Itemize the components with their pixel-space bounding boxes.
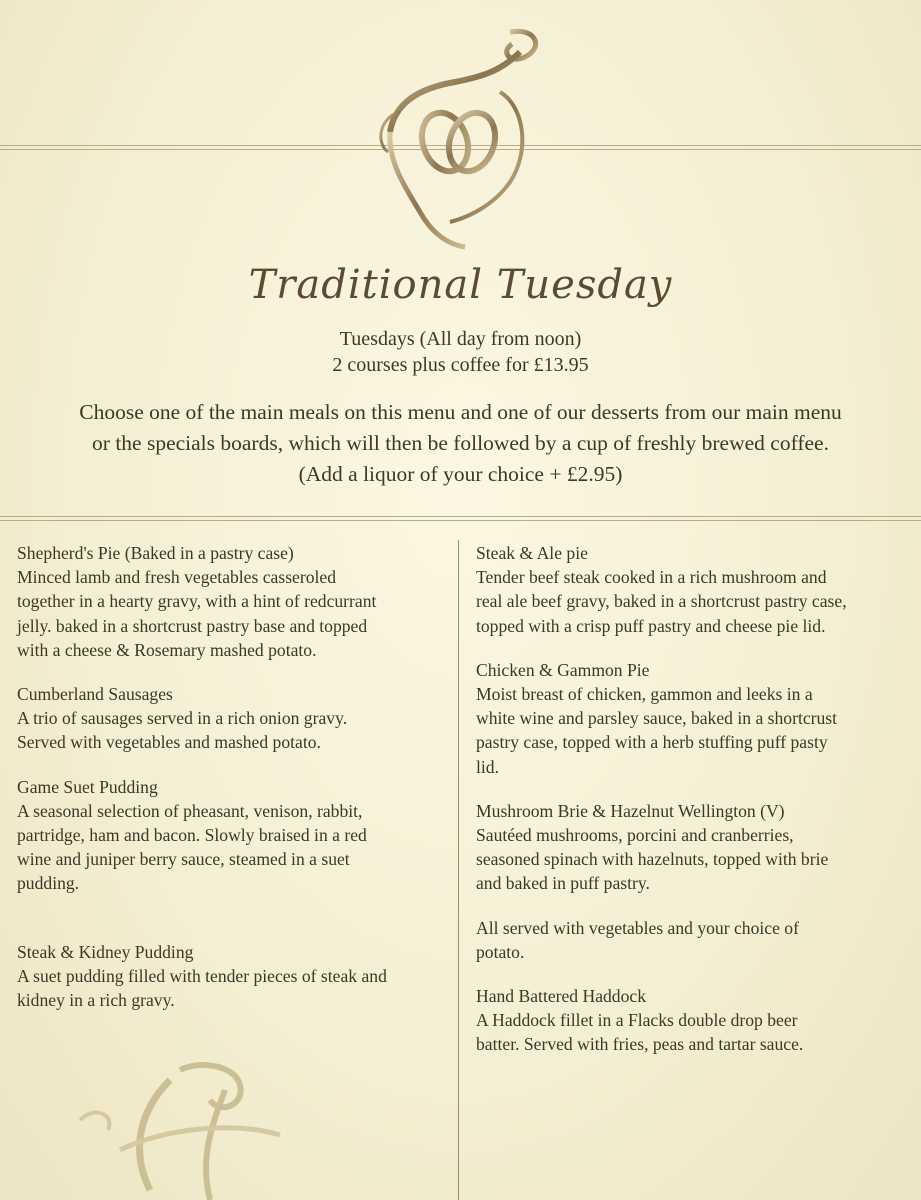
item-name: Cumberland Sausages <box>17 684 173 705</box>
item-name: Chicken & Gammon Pie <box>476 659 650 680</box>
decorative-flourish <box>60 1060 320 1200</box>
item-desc-line: wine and juniper berry sauce, steamed in a suet <box>17 849 350 870</box>
note-line: potato. <box>476 941 525 962</box>
item-desc-line: Tender beef steak cooked in a rich mushroom and <box>476 567 827 588</box>
menu-title: Traditional Tuesday <box>248 262 673 308</box>
item-desc-line: pastry case, topped with a herb stuffing puff pasty <box>476 732 828 753</box>
column-divider <box>458 540 459 1200</box>
item-desc-line: seasoned spinach with hazelnuts, topped with brie <box>476 849 829 870</box>
serving-times: Tuesdays (All day from noon) <box>339 328 582 350</box>
item-desc-line: lid. <box>476 756 499 777</box>
item-name: Game Suet Pudding <box>17 776 158 797</box>
item-desc-line: white wine and parsley sauce, baked in a shortcrust <box>476 708 838 729</box>
item-desc-line: Moist breast of chicken, gammon and leeks in a <box>476 684 813 705</box>
menu-item-cumberland-sausages <box>17 682 452 755</box>
left-menu-column <box>17 541 452 1032</box>
menu-item-hand-battered-haddock <box>476 984 916 1057</box>
price-offer: 2 courses plus coffee for £13.95 <box>332 354 589 376</box>
intro-line-3: (Add a liquor of your choice + £2.95) <box>298 462 623 486</box>
right-menu-column <box>476 541 916 1077</box>
item-desc-line: batter. Served with fries, peas and tartar sauce. <box>476 1034 804 1055</box>
item-desc-line: pudding. <box>17 873 80 894</box>
menu-item-mushroom-wellington <box>476 799 916 896</box>
section-rule <box>0 516 921 521</box>
item-desc-line: kidney in a rich gravy. <box>17 990 175 1011</box>
item-desc-line: with a cheese & Rosemary mashed potato. <box>17 639 317 660</box>
item-desc-line: real ale beef gravy, baked in a shortcrust pastry case, <box>476 591 847 612</box>
menu-item-chicken-gammon-pie <box>476 658 916 779</box>
menu-item-steak-ale-pie <box>476 541 916 638</box>
note-line: All served with vegetables and your choice of <box>476 917 799 938</box>
item-desc-line: Served with vegetables and mashed potato. <box>17 732 321 753</box>
item-desc-line: Sautéed mushrooms, porcini and cranberries, <box>476 825 794 846</box>
menu-item-game-suet-pudding <box>17 775 452 896</box>
spacer <box>17 916 452 940</box>
item-name: Steak & Ale pie <box>476 543 588 563</box>
served-with-note <box>476 916 916 964</box>
item-desc-line: topped with a crisp puff pastry and cheese pie lid. <box>476 615 826 636</box>
ornamental-crest-logo <box>360 22 560 252</box>
item-desc-line: and baked in puff pastry. <box>476 873 650 894</box>
item-desc-line: A suet pudding filled with tender pieces of steak and <box>17 965 387 986</box>
item-name: Shepherd's Pie (Baked in a pastry case) <box>17 543 294 563</box>
item-desc-line: jelly. baked in a shortcrust pastry base and topped <box>17 615 368 636</box>
item-desc-line: A Haddock fillet in a Flacks double drop beer <box>476 1010 798 1031</box>
intro-line-1: Choose one of the main meals on this menu and one of our desserts from our main menu <box>79 400 842 424</box>
intro-line-2: or the specials boards, which will then be followed by a cup of freshly brewed coffee. <box>92 431 829 455</box>
item-desc-line: partridge, ham and bacon. Slowly braised in a red <box>17 825 367 846</box>
item-desc-line: A trio of sausages served in a rich onion gravy. <box>17 708 348 729</box>
item-desc-line: Minced lamb and fresh vegetables casseroled <box>17 567 337 588</box>
menu-item-steak-kidney-pudding <box>17 940 452 1013</box>
menu-item-shepherds-pie <box>17 541 452 662</box>
item-desc-line: together in a hearty gravy, with a hint of redcurrant <box>17 591 377 612</box>
item-desc-line: A seasonal selection of pheasant, venison, rabbit, <box>17 800 363 821</box>
item-name: Steak & Kidney Pudding <box>17 941 194 962</box>
item-name: Hand Battered Haddock <box>476 986 647 1007</box>
item-name: Mushroom Brie & Hazelnut Wellington (V) <box>476 800 785 821</box>
